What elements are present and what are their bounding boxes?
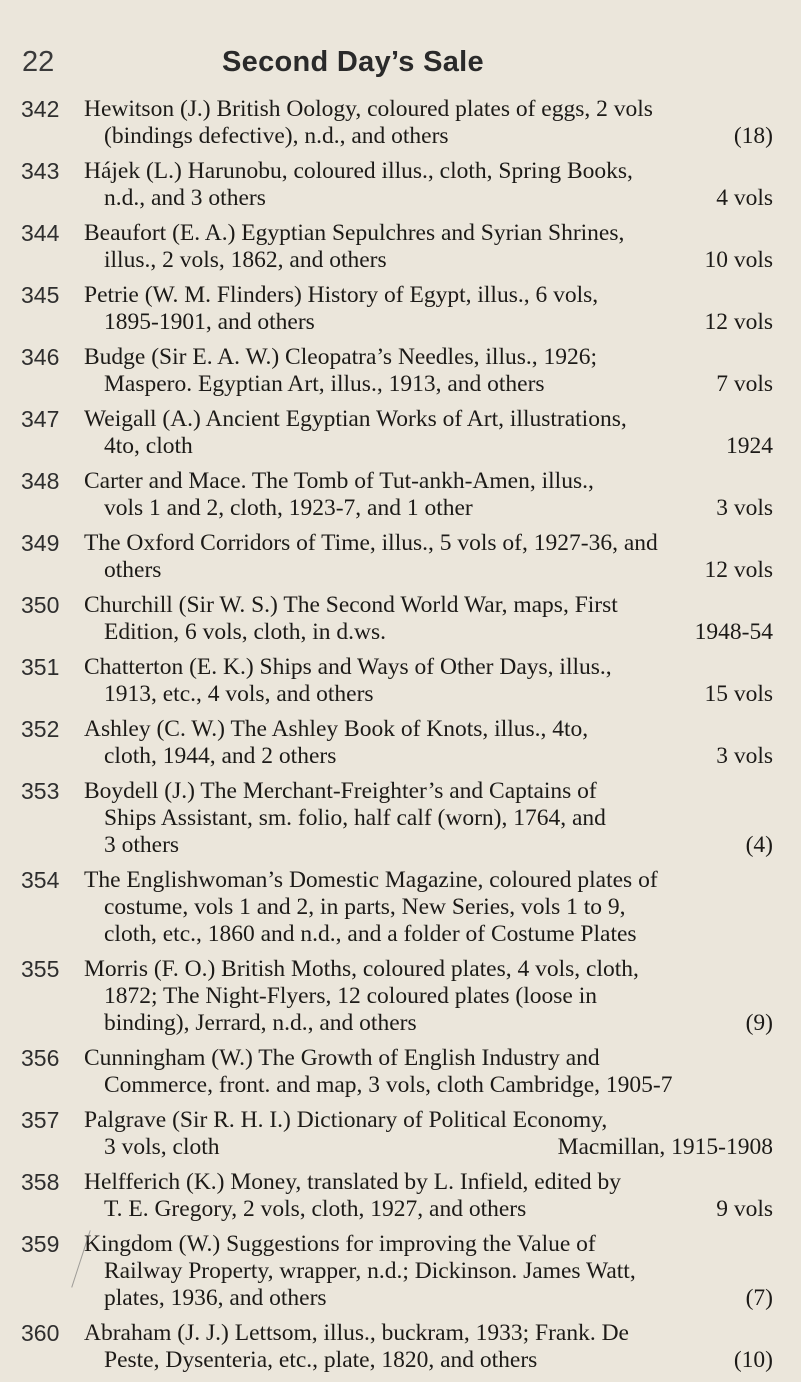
lot-entry bbox=[21, 344, 773, 398]
lot-text: T. E. Gregory, 2 vols, cloth, 1927, and others bbox=[104, 1196, 527, 1222]
lot-line bbox=[84, 1010, 773, 1037]
lot-number: 342 bbox=[21, 96, 60, 122]
lot-number: 354 bbox=[21, 867, 60, 893]
lot-entry bbox=[21, 1231, 773, 1312]
lot-text: 4to, cloth bbox=[104, 433, 193, 459]
lot-line bbox=[84, 681, 773, 708]
lot-text: Hájek (L.) Harunobu, coloured illus., cloth, Spring Books, bbox=[84, 158, 633, 184]
lot-text: Railway Property, wrapper, n.d.; Dickinson. James Watt, bbox=[104, 1258, 636, 1284]
lot-entry bbox=[21, 592, 773, 646]
lot-text: Boydell (J.) The Merchant-Freighter’s and Captains of bbox=[84, 778, 597, 804]
lot-line bbox=[84, 96, 773, 123]
lot-number: 344 bbox=[21, 220, 60, 246]
lot-quantity: (10) bbox=[733, 1347, 773, 1373]
lot-text: 3 vols, cloth bbox=[104, 1134, 220, 1160]
lot-text: illus., 2 vols, 1862, and others bbox=[104, 247, 387, 273]
lot-text: Cunningham (W.) The Growth of English Industry and bbox=[84, 1045, 600, 1071]
lot-line bbox=[84, 778, 773, 805]
lot-line bbox=[84, 654, 773, 681]
lot-quantity: 9 vols bbox=[716, 1196, 773, 1222]
lot-text: Helfferich (K.) Money, translated by L. Infield, edited by bbox=[84, 1169, 622, 1195]
lot-line bbox=[84, 592, 773, 619]
lot-entry bbox=[21, 1107, 773, 1161]
lot-entry bbox=[21, 406, 773, 460]
lot-line bbox=[84, 983, 773, 1010]
lot-quantity: 3 vols bbox=[716, 743, 773, 769]
lot-quantity: 1948-54 bbox=[694, 619, 773, 645]
lot-line bbox=[84, 185, 773, 212]
lot-line bbox=[84, 123, 773, 150]
lot-quantity: 10 vols bbox=[704, 247, 773, 273]
lot-text: 1895-1901, and others bbox=[104, 309, 315, 335]
lot-quantity: (4) bbox=[745, 832, 773, 858]
lot-line bbox=[84, 158, 773, 185]
lot-quantity: (9) bbox=[745, 1010, 773, 1036]
lot-line bbox=[84, 557, 773, 584]
lot-quantity: 7 vols bbox=[716, 371, 773, 397]
lot-line bbox=[84, 220, 773, 247]
lot-entry bbox=[21, 778, 773, 859]
lot-number: 352 bbox=[21, 716, 60, 742]
lot-line bbox=[84, 1285, 773, 1312]
lot-text: Hewitson (J.) British Oology, coloured plates of eggs, 2 vols bbox=[84, 96, 653, 122]
page-header bbox=[22, 46, 773, 86]
lot-text: 3 others bbox=[104, 832, 180, 858]
lot-line bbox=[84, 282, 773, 309]
lot-entry bbox=[21, 956, 773, 1037]
lot-text: others bbox=[104, 557, 162, 583]
lot-quantity: 1924 bbox=[726, 433, 773, 459]
lot-text: cloth, etc., 1860 and n.d., and a folder of Costume Plates bbox=[104, 921, 637, 947]
page-number: 22 bbox=[22, 46, 55, 78]
lot-text: cloth, 1944, and 2 others bbox=[104, 743, 337, 769]
lot-text: The Englishwoman’s Domestic Magazine, coloured plates of bbox=[84, 867, 658, 893]
lot-text: n.d., and 3 others bbox=[104, 185, 266, 211]
lot-line bbox=[84, 344, 773, 371]
lot-text: 1872; The Night-Flyers, 12 coloured plates (loose in bbox=[104, 983, 597, 1009]
lot-number: 348 bbox=[21, 468, 60, 494]
lot-text: Palgrave (Sir R. H. I.) Dictionary of Political Economy, bbox=[84, 1107, 608, 1133]
lot-text: plates, 1936, and others bbox=[104, 1285, 327, 1311]
lot-quantity: 3 vols bbox=[716, 495, 773, 521]
lot-text: 1913, etc., 4 vols, and others bbox=[104, 681, 374, 707]
lot-line bbox=[84, 1196, 773, 1223]
lot-line bbox=[84, 468, 773, 495]
lot-line bbox=[84, 921, 773, 948]
lot-entry bbox=[21, 220, 773, 274]
lot-text: Ashley (C. W.) The Ashley Book of Knots, illus., 4to, bbox=[84, 716, 589, 742]
lot-line bbox=[84, 867, 773, 894]
lot-text: Carter and Mace. The Tomb of Tut-ankh-Amen, illus., bbox=[84, 468, 594, 494]
lot-entry bbox=[21, 158, 773, 212]
lot-text: Budge (Sir E. A. W.) Cleopatra’s Needles, illus., 1926; bbox=[84, 344, 598, 370]
lot-quantity: (7) bbox=[745, 1285, 773, 1311]
lot-text: Kingdom (W.) Suggestions for improving the Value of bbox=[84, 1231, 596, 1257]
lot-text: Commerce, front. and map, 3 vols, cloth Cambridge, 1905-7 bbox=[104, 1072, 673, 1098]
lot-entry bbox=[21, 530, 773, 584]
lot-number: 343 bbox=[21, 158, 60, 184]
lot-entry bbox=[21, 1169, 773, 1223]
lot-quantity: 4 vols bbox=[716, 185, 773, 211]
lot-line bbox=[84, 1072, 773, 1099]
lot-line bbox=[84, 1320, 773, 1347]
lot-number: 356 bbox=[21, 1045, 60, 1071]
lot-line bbox=[84, 716, 773, 743]
lot-number: 350 bbox=[21, 592, 60, 618]
lot-text: Beaufort (E. A.) Egyptian Sepulchres and Syrian Shrines, bbox=[84, 220, 625, 246]
lot-line bbox=[84, 956, 773, 983]
lot-number: 357 bbox=[21, 1107, 60, 1133]
lot-text: (bindings defective), n.d., and others bbox=[104, 123, 449, 149]
lot-line bbox=[84, 1258, 773, 1285]
lot-line bbox=[84, 247, 773, 274]
lot-quantity: 12 vols bbox=[704, 557, 773, 583]
lot-number: 346 bbox=[21, 344, 60, 370]
lot-line bbox=[84, 1231, 773, 1258]
lot-text: Abraham (J. J.) Lettsom, illus., buckram, 1933; Frank. De bbox=[84, 1320, 629, 1346]
lot-entry bbox=[21, 867, 773, 948]
running-title: Second Day’s Sale bbox=[222, 46, 484, 78]
lot-line bbox=[84, 495, 773, 522]
lot-number: 359 bbox=[21, 1231, 60, 1257]
lot-quantity: (18) bbox=[733, 123, 773, 149]
lot-entry bbox=[21, 468, 773, 522]
lot-entry bbox=[21, 1045, 773, 1099]
lot-entry bbox=[21, 654, 773, 708]
lot-text: Morris (F. O.) British Moths, coloured plates, 4 vols, cloth, bbox=[84, 956, 639, 982]
lot-line bbox=[84, 1045, 773, 1072]
lot-number: 360 bbox=[21, 1320, 60, 1346]
lot-line bbox=[84, 1347, 773, 1374]
lot-line bbox=[84, 1107, 773, 1134]
lot-line bbox=[84, 530, 773, 557]
lot-line bbox=[84, 406, 773, 433]
lot-text: The Oxford Corridors of Time, illus., 5 vols of, 1927-36, and bbox=[84, 530, 658, 556]
lot-list bbox=[21, 96, 773, 1382]
lot-line bbox=[84, 309, 773, 336]
lot-line bbox=[84, 1134, 773, 1161]
lot-quantity: 12 vols bbox=[704, 309, 773, 335]
lot-entry bbox=[21, 96, 773, 150]
lot-line bbox=[84, 433, 773, 460]
lot-entry bbox=[21, 1320, 773, 1374]
lot-line bbox=[84, 832, 773, 859]
lot-text: Petrie (W. M. Flinders) History of Egypt, illus., 6 vols, bbox=[84, 282, 599, 308]
lot-text: binding), Jerrard, n.d., and others bbox=[104, 1010, 417, 1036]
lot-line bbox=[84, 619, 773, 646]
lot-number: 355 bbox=[21, 956, 60, 982]
lot-entry bbox=[21, 282, 773, 336]
lot-line bbox=[84, 1169, 773, 1196]
lot-text: Weigall (A.) Ancient Egyptian Works of Art, illustrations, bbox=[84, 406, 627, 432]
lot-line bbox=[84, 743, 773, 770]
lot-number: 358 bbox=[21, 1169, 60, 1195]
lot-line bbox=[84, 371, 773, 398]
lot-entry bbox=[21, 716, 773, 770]
lot-quantity: 15 vols bbox=[704, 681, 773, 707]
lot-text: Churchill (Sir W. S.) The Second World War, maps, First bbox=[84, 592, 618, 618]
lot-number: 351 bbox=[21, 654, 60, 680]
lot-text: vols 1 and 2, cloth, 1923-7, and 1 other bbox=[104, 495, 473, 521]
lot-number: 345 bbox=[21, 282, 60, 308]
lot-quantity: Macmillan, 1915-1908 bbox=[557, 1134, 773, 1160]
lot-text: Edition, 6 vols, cloth, in d.ws. bbox=[104, 619, 386, 645]
lot-number: 353 bbox=[21, 778, 60, 804]
lot-text: costume, vols 1 and 2, in parts, New Series, vols 1 to 9, bbox=[104, 894, 626, 920]
lot-text: Chatterton (E. K.) Ships and Ways of Other Days, illus., bbox=[84, 654, 612, 680]
lot-line bbox=[84, 805, 773, 832]
lot-line bbox=[84, 894, 773, 921]
lot-text: Maspero. Egyptian Art, illus., 1913, and others bbox=[104, 371, 545, 397]
lot-number: 349 bbox=[21, 530, 60, 556]
lot-text: Ships Assistant, sm. folio, half calf (worn), 1764, and bbox=[104, 805, 606, 831]
lot-number: 347 bbox=[21, 406, 60, 432]
lot-text: Peste, Dysenteria, etc., plate, 1820, and others bbox=[104, 1347, 538, 1373]
